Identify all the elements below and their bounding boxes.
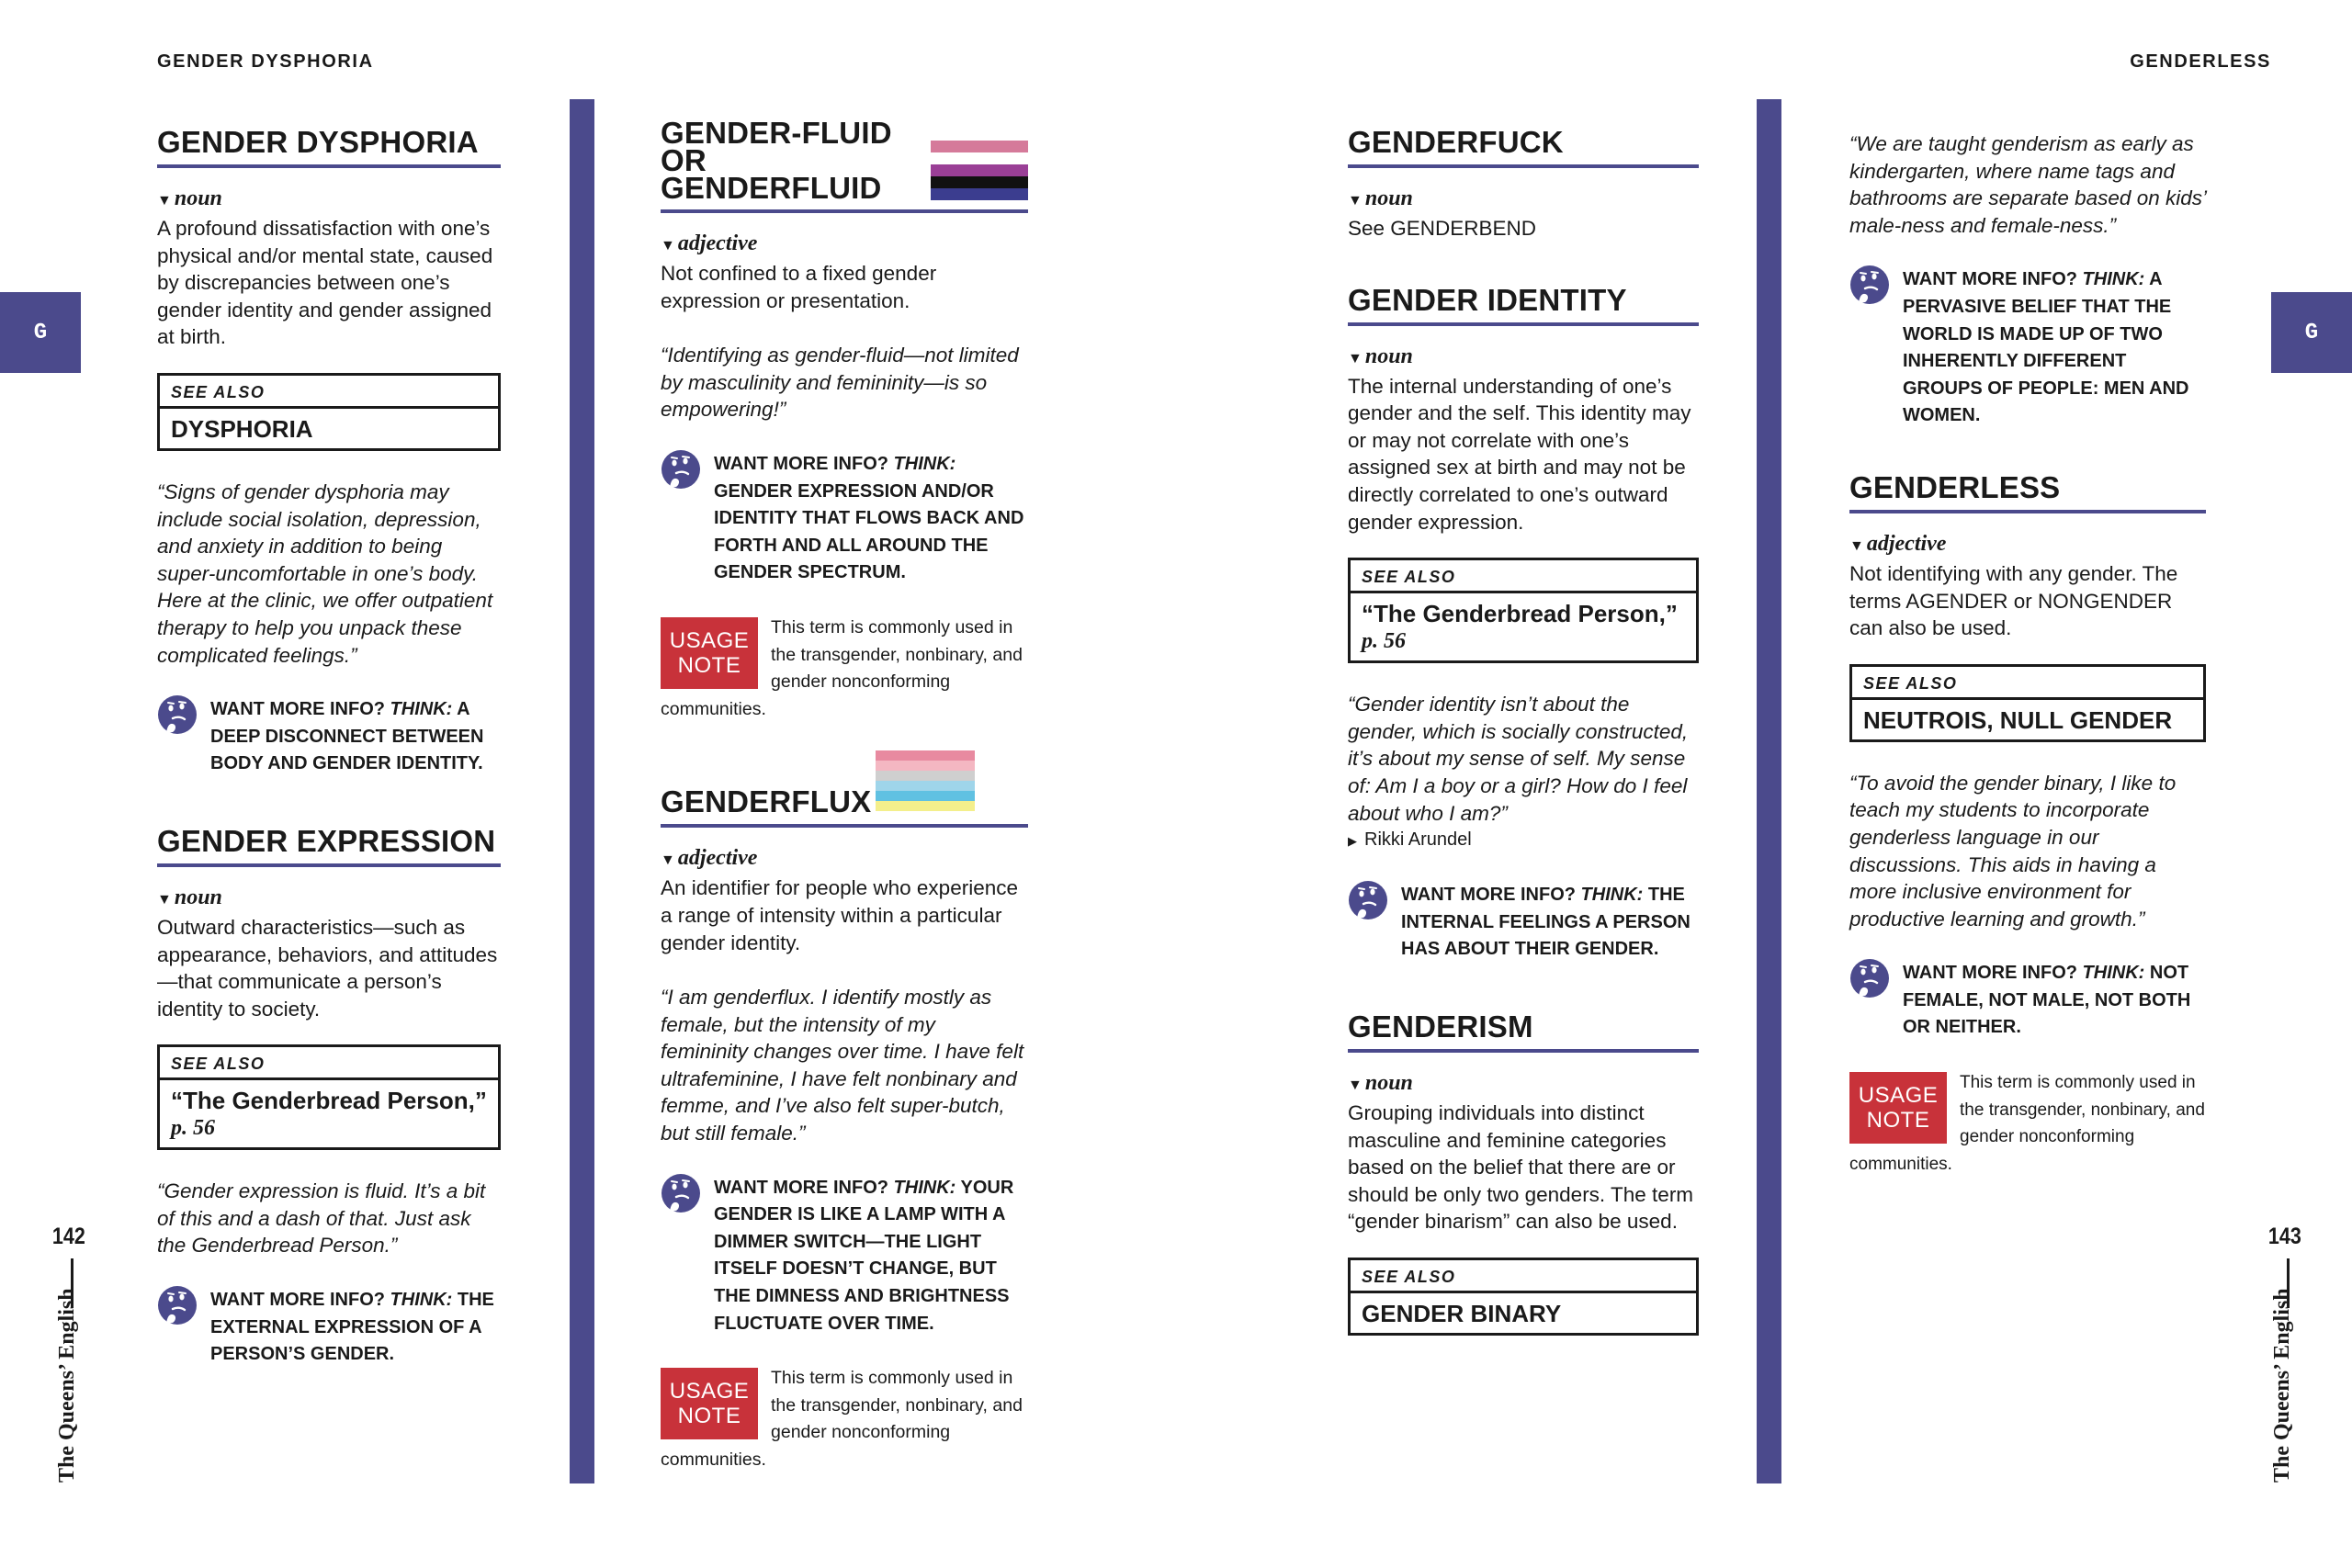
- flag-stripe: [876, 781, 975, 791]
- pos-label: noun: [1364, 1070, 1413, 1095]
- definition: An identifier for people who experience a range of intensity within a particular gender identity.: [661, 876, 1018, 954]
- see-also-label: SEE ALSO: [1852, 667, 2203, 700]
- definition: Grouping individuals into distinct masculine and feminine categories based on the belief that there are or should be only two genders. The term “gender binarism” can also be used.: [1348, 1100, 1694, 1234]
- running-head-right: GENDERLESS: [2130, 51, 2271, 72]
- headword: GENDER IDENTITY: [1348, 285, 1699, 326]
- flag-stripe: [876, 791, 975, 801]
- see-also-label: SEE ALSO: [1351, 560, 1696, 593]
- think-word: THINK:: [893, 1177, 956, 1198]
- see-also-box: [1348, 1258, 1699, 1336]
- think-text: THE INTERNAL FEELINGS A PERSON HAS ABOUT THEIR GENDER.: [1401, 885, 1690, 960]
- think-note: [1348, 882, 1699, 964]
- think-text-block: [1903, 266, 2206, 430]
- usage-note-badge: [1849, 1072, 1947, 1144]
- part-of-speech: [157, 884, 501, 914]
- think-word: THINK:: [390, 1290, 453, 1311]
- think-text: YOUR GENDER IS LIKE A LAMP WITH A DIMMER SWITCH—THE LIGHT ITSELF DOESN’T CHANGE, BUT THE DIMNESS AND BRIGHTNESS FLUCTUATE OVER TIME.: [714, 1177, 1014, 1334]
- book-title-right: The Queens’ English: [2270, 1288, 2294, 1483]
- running-head-left: GENDER DYSPHORIA: [157, 51, 374, 72]
- pos-label: adjective: [1866, 531, 1947, 556]
- think-lead: WANT MORE INFO?: [1903, 269, 2077, 290]
- triangle-icon: ▼: [157, 891, 172, 908]
- triangle-icon: ▼: [1348, 1077, 1363, 1093]
- example-quote: “Signs of gender dysphoria may include social isolation, depression, and anxiety in addition to being super-uncomfortable in one’s body. Here at the clinic, we offer outpatient therapy to help you unpack these complicated feelings.”: [157, 479, 493, 667]
- usage-badge-line-2: NOTE: [677, 652, 741, 678]
- see-also-value-block: [160, 1080, 498, 1147]
- pos-label: noun: [1364, 344, 1413, 368]
- think-text-block: [714, 451, 1028, 587]
- flag-stripe: [931, 188, 1028, 200]
- part-of-speech: [1348, 1069, 1699, 1100]
- headword: GENDERISM: [1348, 1011, 1699, 1053]
- attribution-name: Rikki Arundel: [1364, 829, 1472, 851]
- see-also-value: NEUTROIS, NULL GENDER: [1863, 705, 2173, 734]
- usage-badge-line-2: NOTE: [677, 1404, 741, 1429]
- think-note: [1849, 960, 2206, 1042]
- think-text: A PERVASIVE BELIEF THAT THE WORLD IS MADE UP OF TWO INHERENTLY DIFFERENT GROUPS OF PEOPLE: MEN AND WOMEN.: [1903, 269, 2189, 426]
- usage-note-text: This term is commonly used in the transgender, nonbinary, and gender nonconforming communities.: [1849, 1073, 2205, 1174]
- usage-note: [1849, 1069, 2206, 1178]
- triangle-icon: ▼: [1348, 350, 1363, 367]
- column-divider-right: [1757, 99, 1781, 1483]
- thinking-face-icon: [1849, 265, 1890, 305]
- usage-badge-line-2: NOTE: [1866, 1108, 1930, 1134]
- headword-row: [661, 750, 1028, 828]
- example-quote: “Identifying as gender-fluid—not limited by masculinity and femininity—is so empowering!”: [661, 344, 1019, 422]
- headword-line-2: OR GENDERFLUID: [661, 143, 882, 205]
- think-word: THINK:: [390, 699, 453, 720]
- definition: Not identifying with any gender. The terms AGENDER or NONGENDER can also be used.: [1849, 561, 2178, 640]
- think-note: [157, 1287, 501, 1369]
- column-1: [157, 127, 501, 1369]
- entry-gender-expression: [157, 823, 501, 1369]
- see-also-box: [1348, 558, 1699, 663]
- pos-label: noun: [174, 186, 222, 210]
- usage-note: [661, 615, 1028, 723]
- thumb-tab-left: G: [0, 292, 81, 373]
- headword: [661, 116, 931, 205]
- headword: GENDERFUCK: [1348, 127, 1699, 168]
- see-also-label: SEE ALSO: [1351, 1260, 1696, 1293]
- part-of-speech: [157, 185, 501, 215]
- see-also-page-ref: p. 56: [171, 1116, 215, 1141]
- genderfluid-pride-flag: [931, 141, 1028, 200]
- think-text-block: [1401, 882, 1699, 964]
- flag-stripe: [876, 750, 975, 761]
- think-note: [157, 696, 501, 778]
- quote-attribution: [1348, 827, 1699, 854]
- column-4: [1849, 130, 2206, 1178]
- think-text: NOT FEMALE, NOT MALE, NOT BOTH OR NEITHER.: [1903, 963, 2191, 1038]
- think-lead: WANT MORE INFO?: [714, 1177, 888, 1198]
- thinking-face-icon: [157, 1285, 198, 1325]
- example-quote: “Gender identity isn’t about the gender, which is socially constructed, it’s about my sense of self. My sense of: Am I a boy or a girl? How do I feel about who I am?”: [1348, 693, 1689, 825]
- triangle-icon: ▼: [1348, 193, 1363, 209]
- think-text: A DEEP DISCONNECT BETWEEN BODY AND GENDER IDENTITY.: [210, 699, 484, 774]
- entry-genderless: [1849, 469, 2206, 1179]
- think-text: GENDER EXPRESSION AND/OR IDENTITY THAT FLOWS BACK AND FORTH AND ALL AROUND THE GENDER SPECTRUM.: [714, 480, 1024, 583]
- think-text-block: [714, 1175, 1028, 1338]
- entry-gender-dysphoria: [157, 127, 501, 778]
- think-lead: WANT MORE INFO?: [210, 1290, 385, 1311]
- think-word: THINK:: [1580, 885, 1644, 906]
- thinking-face-icon: [661, 449, 701, 490]
- column-2: [661, 116, 1028, 1474]
- example-quote: “We are taught genderism as early as kindergarten, where name tags and bathrooms are separate based on kids’ male-ness and female-ness.”: [1849, 132, 2206, 237]
- usage-badge-line-1: USAGE: [669, 1379, 750, 1404]
- see-also-value: DYSPHORIA: [171, 414, 313, 443]
- example-quote: “To avoid the gender binary, I like to teach my students to incorporate genderless language in our discussions. This aids in having a more inclusive environment for productive learning and growth.”: [1849, 771, 2177, 931]
- think-note: [1849, 266, 2206, 430]
- thinking-face-icon: [1849, 958, 1890, 998]
- flag-stripe: [876, 761, 975, 771]
- see-also-value: “The Genderbread Person,”: [1362, 600, 1678, 628]
- page-number-right: 143: [2267, 1224, 2301, 1249]
- definition: Outward characteristics—such as appearance, behaviors, and attitudes—that communicate a person’s identity to society.: [157, 915, 498, 1021]
- see-also-box: [157, 373, 501, 451]
- thinking-face-icon: [1348, 880, 1388, 920]
- column-3: [1348, 127, 1699, 1336]
- flag-stripe: [876, 801, 975, 811]
- pos-label: noun: [174, 885, 222, 909]
- flag-stripe: [931, 141, 1028, 152]
- part-of-speech: [1849, 530, 2206, 560]
- think-text-block: [210, 696, 501, 778]
- triangle-icon: ▼: [157, 193, 172, 209]
- see-also-value: “The Genderbread Person,”: [171, 1087, 487, 1115]
- usage-note: [661, 1365, 1028, 1473]
- see-also-value-block: [1351, 593, 1696, 660]
- usage-note-badge: [661, 617, 758, 689]
- definition: See GENDERBEND: [1348, 217, 1537, 240]
- usage-badge-line-1: USAGE: [669, 627, 750, 653]
- think-word: THINK:: [2082, 963, 2145, 984]
- flag-stripe: [931, 152, 1028, 164]
- think-lead: WANT MORE INFO?: [714, 453, 888, 474]
- headword-line-1: GENDER-FLUID: [661, 116, 892, 150]
- think-note: [661, 451, 1028, 587]
- flag-stripe: [876, 771, 975, 781]
- see-also-box: [1849, 664, 2206, 742]
- entry-gender-fluid: [661, 116, 1028, 723]
- usage-note-text: This term is commonly used in the transgender, nonbinary, and gender nonconforming communities.: [661, 1368, 1023, 1470]
- flag-stripe: [931, 164, 1028, 176]
- triangle-icon: ▼: [1849, 537, 1864, 554]
- part-of-speech: [661, 844, 1028, 874]
- see-also-box: [157, 1044, 501, 1150]
- see-also-label: SEE ALSO: [160, 376, 498, 409]
- page-number-left: 142: [51, 1224, 85, 1249]
- headword: GENDER EXPRESSION: [157, 826, 501, 867]
- flag-stripe: [931, 176, 1028, 188]
- see-also-value: GENDER BINARY: [1362, 1299, 1562, 1327]
- triangle-icon: ▼: [661, 852, 675, 869]
- part-of-speech: [1348, 343, 1699, 373]
- example-quote: “Gender expression is fluid. It’s a bit of this and a dash of that. Just ask the Genderbread Person.”: [157, 1179, 486, 1258]
- see-also-page-ref: p. 56: [1362, 629, 1406, 654]
- think-note: [661, 1175, 1028, 1338]
- thinking-face-icon: [661, 1173, 701, 1213]
- think-lead: WANT MORE INFO?: [1903, 963, 2077, 984]
- think-text: THE EXTERNAL EXPRESSION OF A PERSON’S GENDER.: [210, 1290, 494, 1365]
- definition: Not confined to a fixed gender expression or presentation.: [661, 262, 937, 312]
- book-title-left: The Queens’ English: [55, 1288, 79, 1483]
- pos-label: noun: [1364, 186, 1413, 210]
- entry-gender-identity: [1348, 282, 1699, 964]
- entry-genderflux: [661, 750, 1028, 1473]
- genderflux-pride-flag: [876, 750, 975, 811]
- think-word: THINK:: [893, 453, 956, 474]
- triangle-icon: ▼: [661, 238, 675, 254]
- entry-genderfuck: [1348, 127, 1699, 243]
- definition: The internal understanding of one’s gender and the self. This identity may or may not correlate with one’s assigned sex at birth and may not be directly correlated to one’s outward gender expression.: [1348, 374, 1691, 534]
- think-word: THINK:: [2082, 269, 2145, 290]
- headword: GENDERFLUX: [661, 784, 872, 819]
- entry-genderism-continued: [1849, 130, 2206, 430]
- pos-label: adjective: [677, 231, 758, 255]
- headword-row: [661, 116, 1028, 213]
- think-lead: WANT MORE INFO?: [1401, 885, 1576, 906]
- attribution-arrow-icon: ▶: [1348, 834, 1357, 849]
- pos-label: adjective: [677, 846, 758, 871]
- usage-note-text: This term is commonly used in the transgender, nonbinary, and gender nonconforming communities.: [661, 616, 1023, 719]
- usage-badge-line-1: USAGE: [1858, 1083, 1939, 1109]
- part-of-speech: [1348, 185, 1699, 215]
- thumb-tab-right: G: [2271, 292, 2352, 373]
- example-quote: “I am genderflux. I identify mostly as female, but the intensity of my femininity changes over time. I have felt ultrafeminine, I have felt nonbinary and femme, and I’ve also felt super-butch, but still female.”: [661, 986, 1024, 1145]
- usage-note-badge: [661, 1368, 758, 1439]
- think-text-block: [1903, 960, 2206, 1042]
- part-of-speech: [661, 230, 1028, 260]
- column-divider-left: [570, 99, 594, 1483]
- headword: GENDERLESS: [1849, 472, 2206, 513]
- thinking-face-icon: [157, 694, 198, 735]
- think-lead: WANT MORE INFO?: [210, 699, 385, 720]
- headword: GENDER DYSPHORIA: [157, 127, 501, 168]
- think-text-block: [210, 1287, 501, 1369]
- see-also-label: SEE ALSO: [160, 1047, 498, 1080]
- definition: A profound dissatisfaction with one’s physical and/or mental state, caused by discrepancies between one’s gender identity and gender assigned at birth.: [157, 217, 493, 349]
- entry-genderism: [1348, 1011, 1699, 1336]
